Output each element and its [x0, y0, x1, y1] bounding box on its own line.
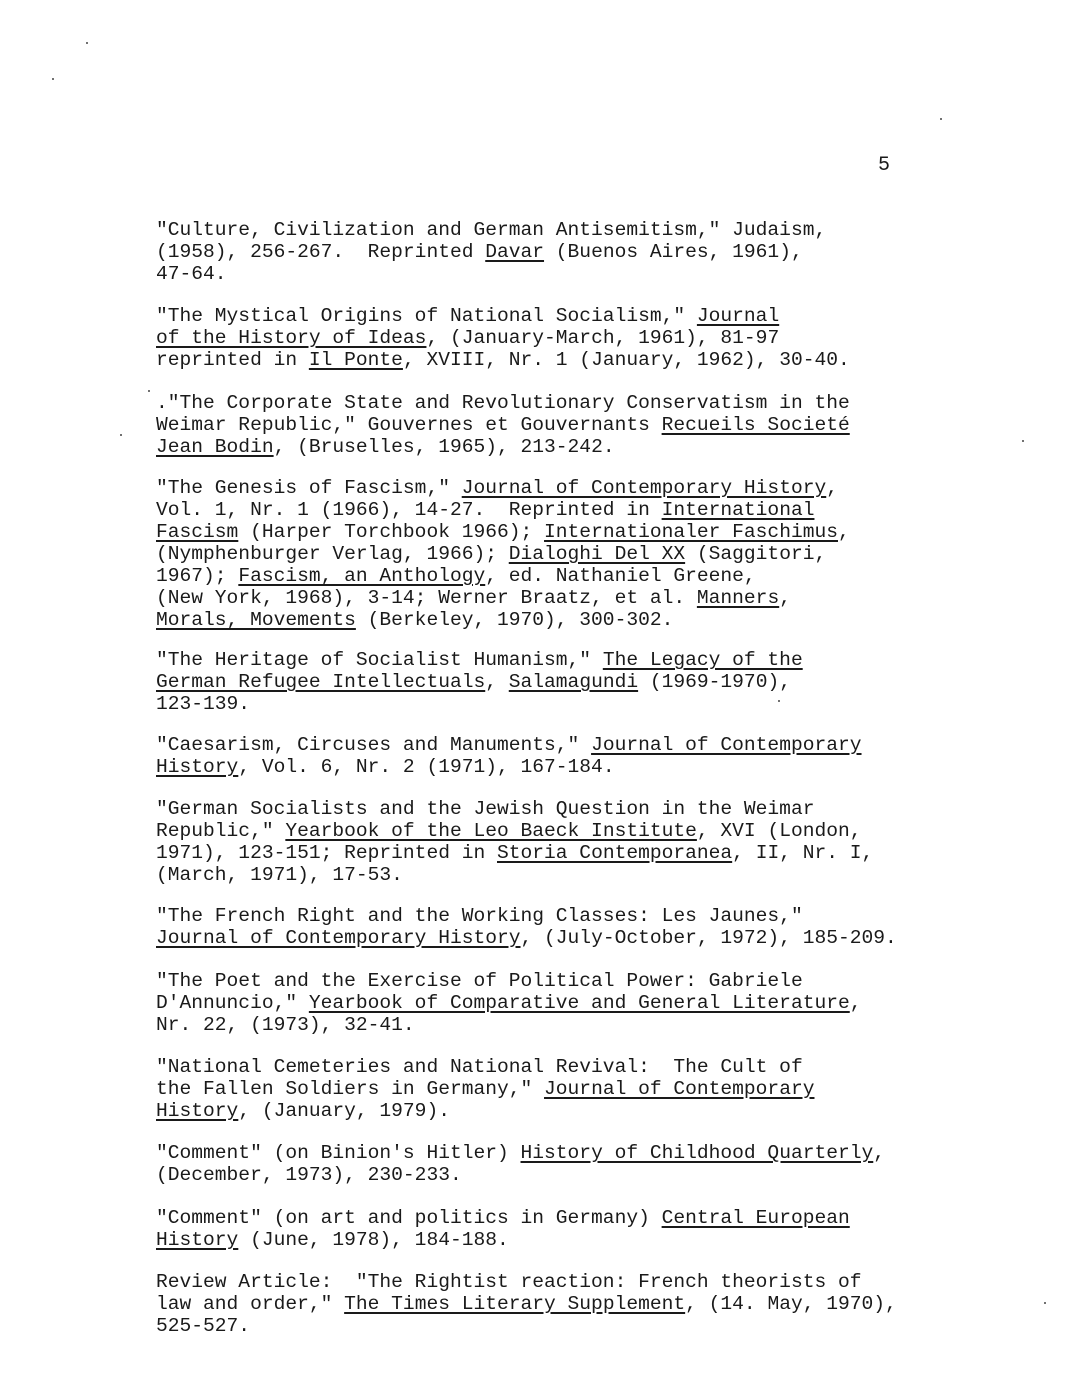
entry-line: [156, 477, 850, 499]
underlined-title: Internationaler Faschimus: [544, 521, 838, 543]
underlined-title: International: [661, 499, 815, 521]
text-segment: , Vol. 6, Nr. 2 (1971), 167-184.: [238, 756, 615, 778]
entry-line: [156, 1315, 897, 1337]
text-segment: 525-527.: [156, 1315, 251, 1337]
text-segment: ,: [826, 477, 838, 499]
entry-line: [156, 521, 850, 543]
entry-line: [156, 1271, 897, 1293]
bibliography-entry: [156, 734, 862, 778]
entry-line: [156, 609, 850, 631]
entry-line: [156, 671, 803, 693]
text-segment: , II, Nr. I,: [732, 842, 874, 864]
underlined-title: Journal of Contemporary History: [461, 477, 827, 499]
entry-line: [156, 543, 850, 565]
text-segment: (Harper Torchbook 1966);: [238, 521, 545, 543]
text-segment: ."The Corporate State and Revolutionary Conservatism in the: [156, 392, 850, 414]
entry-line: [156, 1100, 814, 1122]
entry-line: [156, 241, 826, 263]
underlined-title: Recueils Societé: [661, 414, 850, 436]
underlined-title: The Legacy of the: [602, 649, 803, 671]
text-segment: D'Annuncio,": [156, 992, 309, 1014]
underlined-title: Il Ponte: [308, 349, 403, 371]
text-segment: (June, 1978), 184-188.: [238, 1229, 509, 1251]
text-segment: "Comment" (on art and politics in Germany): [156, 1207, 662, 1229]
entry-line: [156, 219, 826, 241]
text-segment: the Fallen Soldiers in Germany,": [156, 1078, 545, 1100]
text-segment: Review Article: "The Rightist reaction: French theorists of: [156, 1271, 862, 1293]
entry-line: [156, 414, 850, 436]
underlined-title: Journal of Contemporary: [591, 734, 862, 756]
text-segment: (1958), 256-267. Reprinted: [156, 241, 486, 263]
bibliography-entry: [156, 798, 873, 886]
page-number: 5: [878, 154, 891, 177]
text-segment: ,: [873, 1142, 886, 1164]
entry-line: [156, 327, 850, 349]
text-segment: ,: [849, 992, 862, 1014]
underlined-title: German Refugee Intellectuals: [156, 671, 486, 693]
underlined-title: Yearbook of Comparative and General Literature: [308, 992, 850, 1014]
bibliography-entry: [156, 905, 897, 949]
text-segment: , (July-October, 1972), 185-209.: [520, 927, 897, 949]
entry-line: [156, 927, 897, 949]
bibliography-entry: [156, 1056, 814, 1122]
text-segment: , XVIII, Nr. 1 (January, 1962), 30-40.: [402, 349, 850, 371]
text-segment: "Culture, Civilization and German Antisemitism," Judaism,: [156, 219, 827, 241]
underlined-title: History of Childhood Quarterly: [520, 1142, 874, 1164]
text-segment: , (January-March, 1961), 81-97: [426, 327, 780, 349]
text-segment: , (Bruselles, 1965), 213-242.: [273, 436, 615, 458]
entry-line: [156, 649, 803, 671]
text-segment: "Caesarism, Circuses and Manuments,": [156, 734, 592, 756]
entry-line: [156, 734, 862, 756]
underlined-title: Journal of Contemporary History: [156, 927, 521, 949]
entry-line: [156, 820, 873, 842]
text-segment: 123-139.: [156, 693, 251, 715]
underlined-title: Central European: [661, 1207, 850, 1229]
entry-line: [156, 756, 862, 778]
bibliography-entry: [156, 970, 862, 1036]
underlined-title: Jean Bodin: [156, 436, 274, 458]
underlined-title: Journal: [696, 305, 780, 327]
entry-line: [156, 1207, 850, 1229]
bibliography-entry: [156, 649, 803, 715]
text-segment: "The Heritage of Socialist Humanism,": [156, 649, 603, 671]
entry-line: [156, 1014, 862, 1036]
entry-line: [156, 1229, 850, 1251]
text-segment: (March, 1971), 17-53.: [156, 864, 403, 886]
bibliography-entry: [156, 1207, 850, 1251]
entry-line: [156, 305, 850, 327]
text-segment: ,: [838, 521, 850, 543]
entry-line: [156, 798, 873, 820]
text-segment: 1971), 123-151; Reprinted in: [156, 842, 497, 864]
bibliography-entry: [156, 219, 826, 285]
text-segment: 47-64.: [156, 263, 227, 285]
underlined-title: Dialoghi Del XX: [508, 543, 686, 565]
entry-line: [156, 349, 850, 371]
entry-line: [156, 970, 862, 992]
text-segment: Republic,": [156, 820, 286, 842]
text-segment: Weimar Republic," Gouvernes et Gouvernants: [156, 414, 662, 436]
underlined-title: Salamagundi: [508, 671, 639, 693]
entry-line: [156, 842, 873, 864]
text-segment: "National Cemeteries and National Revival: The Cult of: [156, 1056, 803, 1078]
bibliography-entry: [156, 1271, 897, 1337]
text-segment: (Nymphenburger Verlag, 1966);: [156, 543, 509, 565]
underlined-title: Yearbook of the Leo Baeck Institute: [285, 820, 697, 842]
underlined-title: History: [156, 1100, 239, 1122]
entry-line: [156, 1056, 814, 1078]
entry-line: [156, 263, 826, 285]
bibliography-entry: [156, 305, 850, 371]
text-segment: ,: [779, 587, 791, 609]
text-segment: "German Socialists and the Jewish Question in the Weimar: [156, 798, 815, 820]
text-segment: , ed. Nathaniel Greene,: [485, 565, 756, 587]
entry-line: [156, 1142, 885, 1164]
text-segment: ,: [485, 671, 509, 693]
underlined-title: of the History of Ideas: [156, 327, 427, 349]
text-segment: (December, 1973), 230-233.: [156, 1164, 462, 1186]
bibliography-entry: [156, 477, 850, 631]
underlined-title: History: [156, 1229, 239, 1251]
text-segment: , (January, 1979).: [238, 1100, 450, 1122]
text-segment: (Saggitori,: [685, 543, 827, 565]
text-segment: (Buenos Aires, 1961),: [544, 241, 803, 263]
underlined-title: Journal of Contemporary: [544, 1078, 815, 1100]
text-segment: "The Genesis of Fascism,": [156, 477, 462, 499]
underlined-title: History: [156, 756, 239, 778]
underlined-title: Manners: [696, 587, 780, 609]
text-segment: 1967);: [156, 565, 239, 587]
bibliography-entry: [156, 1142, 885, 1186]
entry-line: [156, 693, 803, 715]
underlined-title: Davar: [485, 241, 545, 263]
underlined-title: The Times Literary Supplement: [344, 1293, 686, 1315]
entry-line: [156, 392, 850, 414]
text-segment: Nr. 22, (1973), 32-41.: [156, 1014, 415, 1036]
bibliography-entry: [156, 392, 850, 458]
text-segment: (Berkeley, 1970), 300-302.: [355, 609, 674, 631]
text-segment: "The Mystical Origins of National Socialism,": [156, 305, 697, 327]
text-segment: "The Poet and the Exercise of Political Power: Gabriele: [156, 970, 803, 992]
text-segment: (New York, 1968), 3-14; Werner Braatz, et al.: [156, 587, 697, 609]
text-segment: (1969-1970),: [638, 671, 791, 693]
entry-line: [156, 436, 850, 458]
text-segment: , XVI (London,: [696, 820, 862, 842]
underlined-title: Fascism: [156, 521, 239, 543]
entry-line: [156, 992, 862, 1014]
underlined-title: Storia Contemporanea: [497, 842, 733, 864]
entry-line: [156, 499, 850, 521]
entry-line: [156, 905, 897, 927]
entry-line: [156, 1164, 885, 1186]
entry-line: [156, 587, 850, 609]
text-segment: "The French Right and the Working Classes: Les Jaunes,": [156, 905, 803, 927]
text-segment: reprinted in: [156, 349, 309, 371]
entry-line: [156, 1078, 814, 1100]
entry-line: [156, 565, 850, 587]
underlined-title: Morals, Movements: [156, 609, 356, 631]
entry-line: [156, 1293, 897, 1315]
text-segment: law and order,": [156, 1293, 345, 1315]
text-segment: , (14. May, 1970),: [685, 1293, 897, 1315]
text-segment: Vol. 1, Nr. 1 (1966), 14-27. Reprinted in: [156, 499, 662, 521]
entry-line: [156, 864, 873, 886]
text-segment: "Comment" (on Binion's Hitler): [156, 1142, 521, 1164]
underlined-title: Fascism, an Anthology: [238, 565, 486, 587]
